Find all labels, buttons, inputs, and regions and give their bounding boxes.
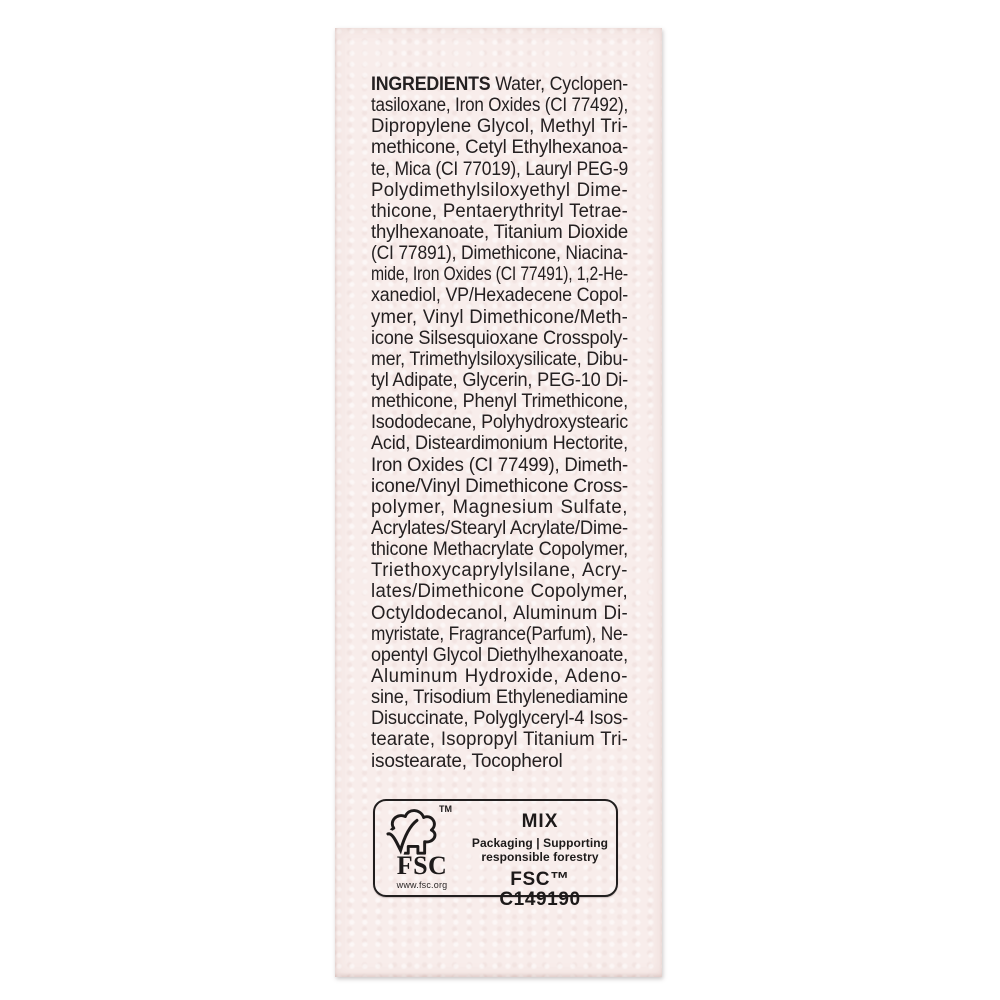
ingredients-line: thicone, Pentaerythrityl Tetrae- — [371, 200, 628, 222]
ingredients-line: xanediol, VP/Hexadecene Copol- — [371, 285, 628, 307]
fsc-wordmark: FSC — [396, 851, 448, 880]
ingredients-line: sine, Trisodium Ethylenediamine — [371, 687, 628, 709]
ingredients-line: Disuccinate, Polyglyceryl-4 Isos- — [371, 708, 628, 730]
fsc-logo-block — [375, 801, 469, 895]
ingredients-line: opentyl Glycol Diethylhexanoate, — [371, 644, 628, 666]
ingredients-line: Aluminum Hydroxide, Adeno- — [371, 665, 628, 687]
ingredients-line: isostearate, Tocopherol — [371, 750, 563, 772]
ingredients-line: Acid, Disteardimonium Hectorite, — [371, 433, 628, 455]
ingredients-line: thylhexanoate, Titanium Dioxide — [371, 221, 628, 243]
ingredients-line: methicone, Cetyl Ethylhexanoa- — [371, 137, 628, 159]
fsc-packaging-claim-line2: responsible forestry — [481, 849, 599, 864]
ingredients-line: polymer, Magnesium Sulfate, — [371, 496, 628, 518]
ingredients-line: tasiloxane, Iron Oxides (CI 77492), — [371, 95, 628, 117]
ingredients-line: (CI 77891), Dimethicone, Niacina- — [371, 243, 628, 265]
ingredients-line: methicone, Phenyl Trimethicone, — [371, 391, 628, 413]
fsc-claim-block — [469, 801, 611, 910]
ingredients-line: Isododecane, Polyhydroxystearic — [371, 412, 628, 434]
fsc-tree-trademark: TM — [439, 804, 452, 814]
ingredients-line: lates/Dimethicone Copolymer, — [371, 581, 628, 603]
ingredients-line: ymer, Vinyl Dimethicone/Meth- — [371, 306, 628, 328]
ingredients-line: mide, Iron Oxides (CI 77491), 1,2-He- — [371, 264, 628, 286]
ingredients-line: te, Mica (CI 77019), Lauryl PEG-9 — [371, 158, 628, 180]
fsc-packaging-claim — [469, 837, 611, 864]
ingredients-line: Polydimethylsiloxyethyl Dime- — [371, 179, 628, 201]
fsc-certification-label — [373, 799, 618, 910]
ingredients-line: myristate, Fragrance(Parfum), Ne- — [371, 623, 628, 645]
ingredients-line: icone Silsesquioxane Crosspoly- — [371, 327, 628, 349]
ingredients-line: Acrylates/Stearyl Acrylate/Dime- — [371, 517, 628, 539]
product-box-back-panel — [335, 28, 662, 977]
ingredients-line: Triethoxycaprylylsilane, Acry- — [371, 560, 628, 582]
ingredients-line: Iron Oxides (CI 77499), Dimeth- — [371, 454, 628, 476]
ingredients-heading: INGREDIENTS — [371, 74, 496, 95]
ingredients-line: tyl Adipate, Glycerin, PEG-10 Di- — [371, 369, 628, 391]
fsc-packaging-claim-line1: Packaging | Supporting — [471, 836, 609, 850]
fsc-mix-label: MIX — [521, 811, 559, 832]
ingredients-line: Dipropylene Glycol, Methyl Tri- — [371, 116, 628, 138]
ingredients-line: mer, Trimethylsiloxysilicate, Dibu- — [371, 348, 628, 370]
fsc-license-code: FSC™ C149190 — [499, 869, 581, 910]
ingredients-line: tearate, Isopropyl Titanium Tri- — [371, 729, 628, 751]
ingredients-line: thicone Methacrylate Copolymer, — [371, 539, 628, 561]
ingredients-line: Octyldodecanol, Aluminum Di- — [371, 602, 628, 624]
ingredients-block — [371, 74, 628, 772]
fsc-url: www.fsc.org — [396, 880, 448, 890]
ingredients-line: icone/Vinyl Dimethicone Cross- — [371, 475, 628, 497]
ingredients-line: INGREDIENTS Water, Cyclopen- — [371, 74, 628, 95]
